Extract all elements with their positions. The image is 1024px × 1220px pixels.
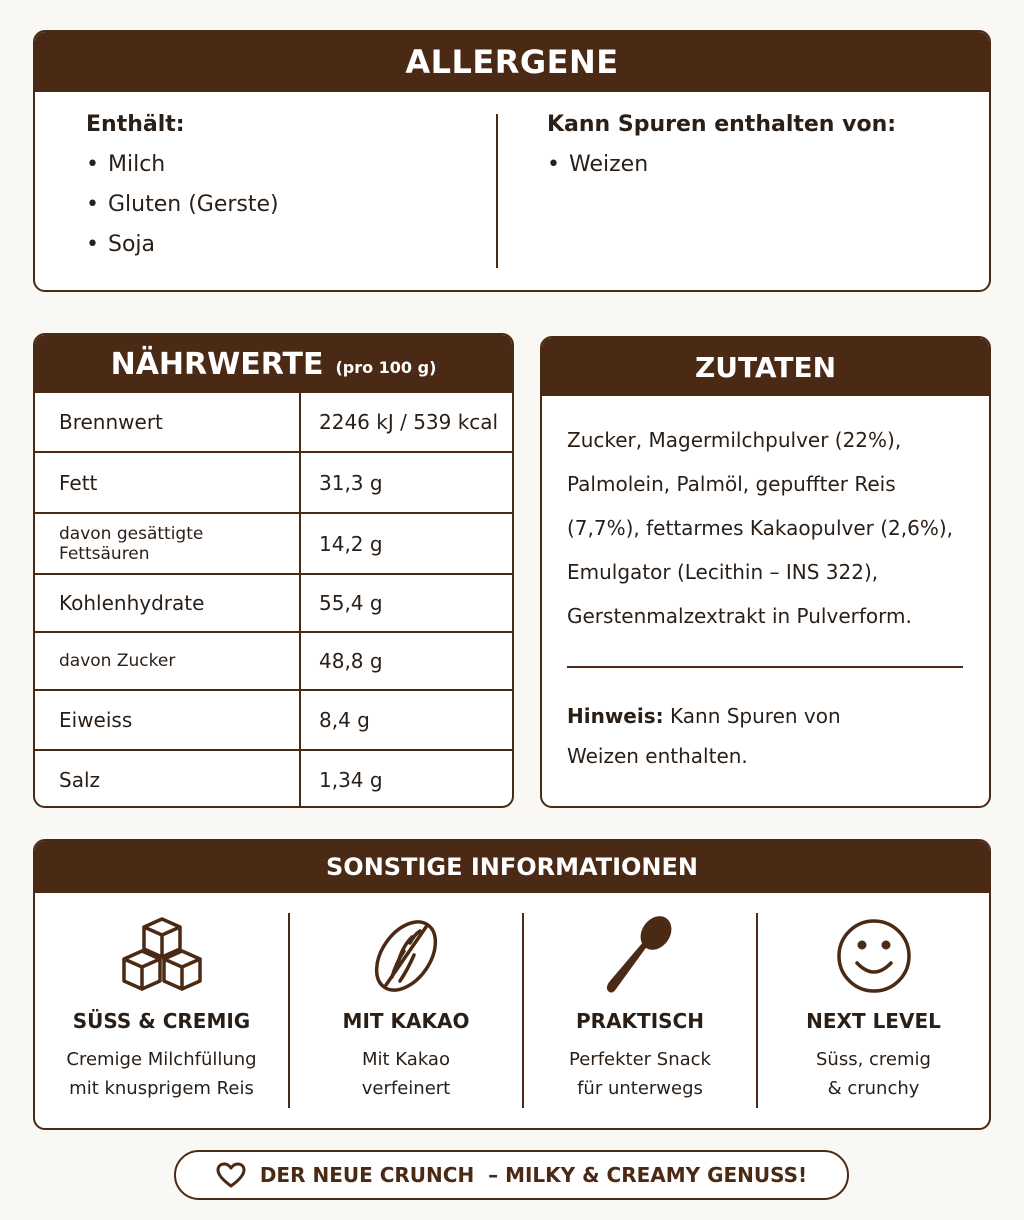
- ingredients-line: Palmolein, Palmöl, gepuffter Reis: [567, 472, 896, 496]
- contains-list: [86, 151, 279, 259]
- traces-column: [547, 112, 896, 191]
- list-item: • Gluten (Gerste): [86, 191, 279, 219]
- slogan-banner: [174, 1150, 849, 1200]
- naehrwerte-card: [33, 333, 514, 808]
- naehrwerte-subtitle: (pro 100 g): [335, 357, 437, 377]
- info-line: für unterwegs: [577, 1078, 703, 1099]
- nutrient-value: 31,3 g: [300, 452, 512, 513]
- hint-line: Weizen enthalten.: [567, 744, 748, 768]
- slogan-text: DER NEUE CRUNCH – MILKY & CREAMY GENUSS!: [259, 1163, 808, 1187]
- list-item: • Milch: [86, 151, 279, 179]
- list-item: • Weizen: [547, 151, 896, 179]
- info-title: NEXT LEVEL: [806, 1009, 941, 1033]
- ingredients-text: [567, 418, 967, 638]
- nutrient-value: 14,2 g: [300, 513, 512, 574]
- table-row: [35, 452, 512, 513]
- info-text: [290, 1045, 522, 1103]
- ingredients-line: (7,7%), fettarmes Kakaopulver (2,6%),: [567, 516, 954, 540]
- contains-column: [86, 112, 279, 271]
- traces-list: [547, 151, 896, 179]
- table-row: [35, 574, 512, 632]
- nutrient-label: davon Zucker: [35, 632, 300, 690]
- table-row: [35, 750, 512, 808]
- info-item-suess: [35, 893, 288, 1130]
- allergene-card: [33, 30, 991, 292]
- info-item-praktisch: [524, 893, 756, 1130]
- table-row: [35, 690, 512, 750]
- info-line: Perfekter Snack: [569, 1049, 711, 1070]
- table-row: [35, 393, 512, 452]
- divider-line: [567, 666, 963, 668]
- smiley-icon: [824, 911, 924, 1001]
- nutrient-value: 2246 kJ / 539 kcal: [300, 393, 512, 452]
- ingredients-line: Zucker, Magermilchpulver (22%),: [567, 428, 902, 452]
- info-title: SÜSS & CREMIG: [72, 1009, 251, 1033]
- info-line: & crunchy: [827, 1078, 920, 1099]
- nutrient-label: Kohlenhydrate: [35, 574, 300, 632]
- naehrwerte-title: NÄHRWERTE: [110, 346, 324, 382]
- allergene-title: ALLERGENE: [35, 32, 989, 92]
- list-item: • Soja: [86, 231, 279, 259]
- nutrient-label: Fett: [35, 452, 300, 513]
- info-item-next-level: [758, 893, 989, 1130]
- info-line: Cremige Milchfüllung: [66, 1049, 257, 1070]
- nutrition-table: [35, 393, 512, 808]
- sugar-cubes-icon: [112, 911, 212, 1001]
- zutaten-card: [540, 336, 991, 808]
- hint-line: Kann Spuren von: [670, 704, 841, 728]
- traces-heading: Kann Spuren enthalten von:: [547, 112, 897, 137]
- contains-heading: Enthält:: [86, 112, 185, 137]
- nutrient-label: Brennwert: [35, 393, 300, 452]
- info-line: verfeinert: [361, 1078, 451, 1099]
- info-text: [35, 1045, 288, 1103]
- info-line: mit knusprigem Reis: [69, 1078, 254, 1099]
- zutaten-title: ZUTATEN: [542, 338, 989, 396]
- nutrient-label: Salz: [59, 767, 101, 792]
- info-line: Süss, cremig: [816, 1049, 931, 1070]
- nutrient-value: 1,34 g: [300, 750, 512, 808]
- info-title: MIT KAKAO: [342, 1009, 470, 1033]
- column-divider: [496, 114, 498, 268]
- nutrient-label: Eiweiss: [35, 690, 300, 750]
- cocoa-bean-icon: [356, 911, 456, 1001]
- naehrwerte-header: [35, 335, 512, 393]
- info-line: Mit Kakao: [362, 1049, 450, 1070]
- table-row: [35, 632, 512, 690]
- hint-text: [567, 696, 967, 776]
- table-row: [35, 513, 512, 574]
- sonstige-card: [33, 839, 991, 1130]
- heart-icon: [216, 1162, 246, 1188]
- sonstige-title: SONSTIGE INFORMATIONEN: [35, 841, 989, 893]
- nutrient-value: 55,4 g: [300, 574, 512, 632]
- hint-label: Hinweis:: [567, 704, 664, 728]
- spoon-icon: [590, 911, 690, 1001]
- ingredients-line: Gerstenmalzextrakt in Pulverform.: [567, 604, 912, 628]
- info-text: [524, 1045, 756, 1103]
- nutrient-value: 48,8 g: [300, 632, 512, 690]
- info-text: [758, 1045, 989, 1103]
- ingredients-line: Emulgator (Lecithin – INS 322),: [567, 560, 879, 584]
- info-title: PRAKTISCH: [576, 1009, 704, 1033]
- nutrient-value: 8,4 g: [300, 690, 512, 750]
- nutrient-label: davon gesättigte Fettsäuren: [35, 513, 300, 574]
- info-item-kakao: [290, 893, 522, 1130]
